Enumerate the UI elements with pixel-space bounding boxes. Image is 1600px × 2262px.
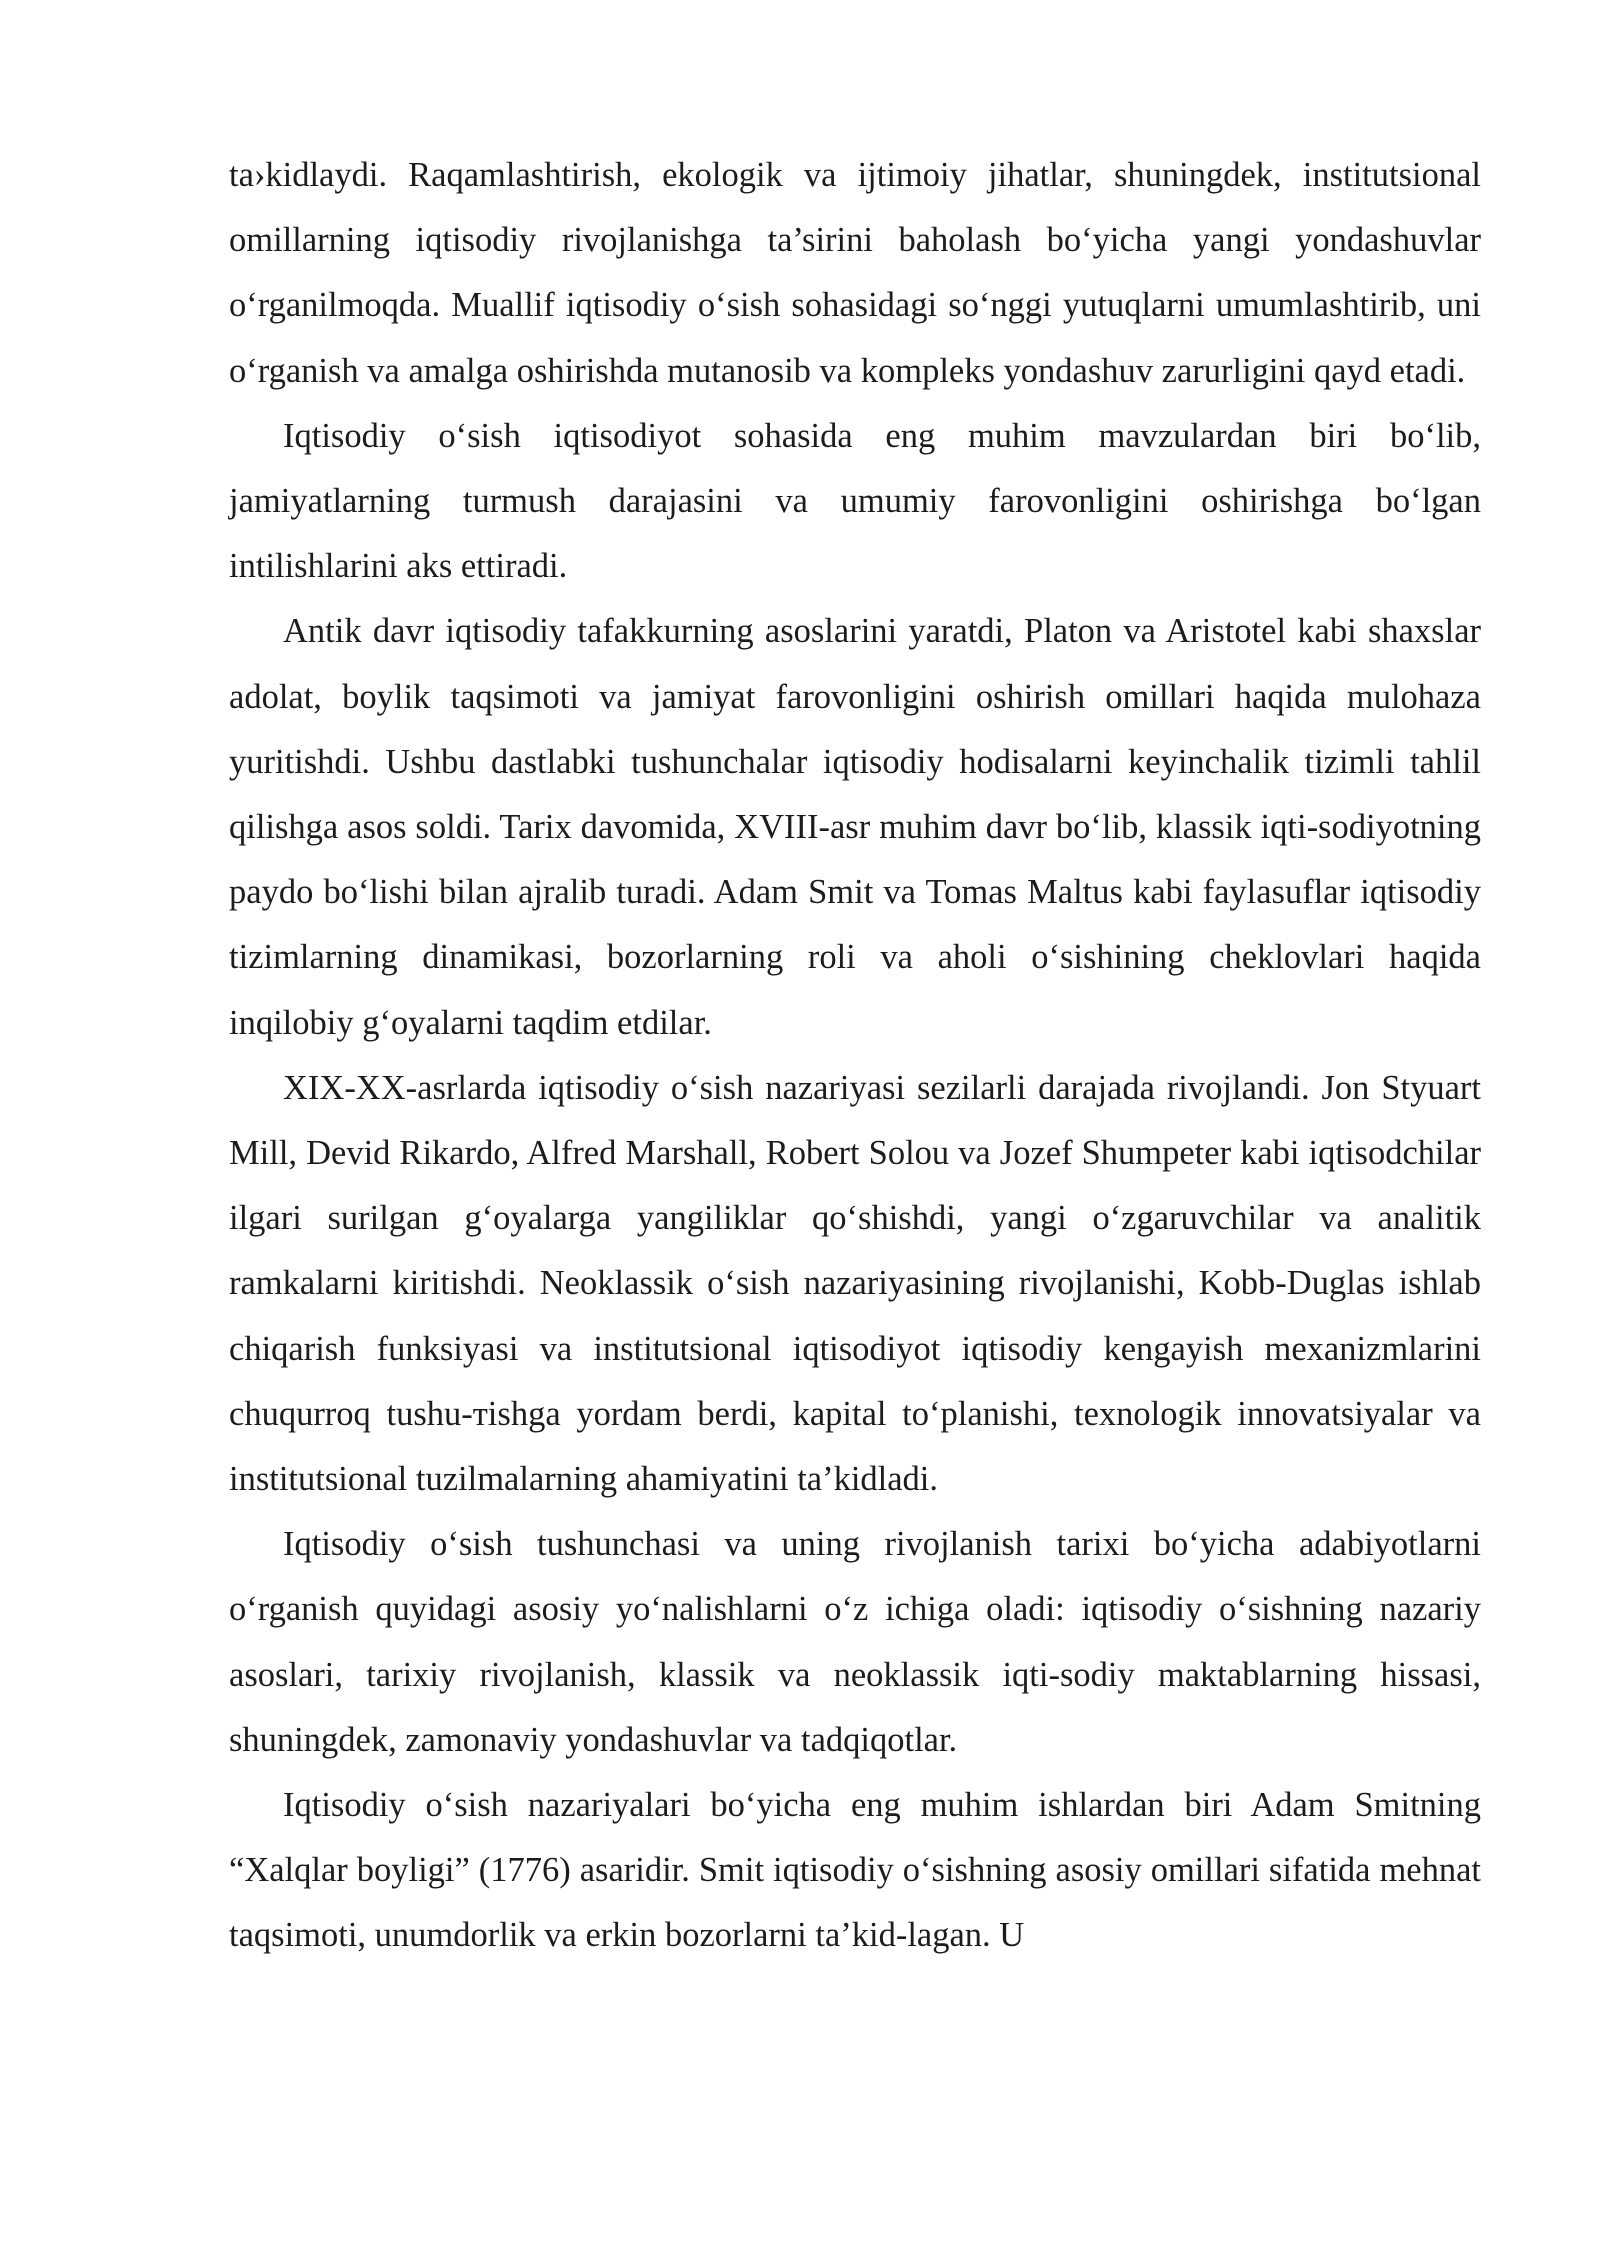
- paragraph-5: Iqtisodiy o‘sish tushunchasi va uning rivojlanish tarixi bo‘yicha adabiyotlarni o‘rganish quyidagi asosiy yo‘nalishlarni o‘z ichiga oladi: iqtisodiy o‘sishning nazariy asoslari, tarixiy rivojlanish, klassik va neoklassik iqti-sodiy maktablarning hissasi, shuningdek, zamonaviy yondashuvlar va tadqiqotlar.: [229, 1525, 1481, 1759]
- paragraph-3: Antik davr iqtisodiy tafakkurning asoslarini yaratdi, Platon va Aristotel kabi shaxslar adolat, boylik taqsimoti va jamiyat farovonligini oshirish omillari haqida mulohaza yuritishdi. Ushbu dastlabki tushunchalar iqtisodiy hodisalarni keyinchalik tizimli tahlil qilishga asos soldi. Tarix davomida, XVIII-asr muhim davr bo‘lib, klassik iqti-sodiyotning paydo bo‘lishi bilan ajralib turadi. Adam Smit va Tomas Maltus kabi faylasuflar iqtisodiy tizimlarning dinamikasi, bozorlarning roli va aholi o‘sishining cheklovlari haqida inqilobiy g‘oyalarni taqdim etdilar.: [229, 612, 1481, 1042]
- paragraph-2: Iqtisodiy o‘sish iqtisodiyot sohasida eng muhim mavzulardan biri bo‘lib, jamiyatlarning turmush darajasini va umumiy farovonligini oshirishga bo‘lgan intilishlarini aks ettiradi.: [229, 416, 1481, 586]
- paragraph-4: XIX-XX-asrlarda iqtisodiy o‘sish nazariyasi sezilarli darajada rivojlandi. Jon Styuart Mill, Devid Rikardo, Alfred Marshall, Robert Solou va Jozef Shumpeter kabi iqtisodchilar ilgari surilgan g‘oyalarga yangiliklar qo‘shishdi, yangi o‘zgaruvchilar va analitik ramkalarni kiritishdi. Neoklassik o‘sish nazariyasining rivojlanishi, Kobb-Duglas ishlab chiqarish funksiyasi va institutsional iqtisodiyot iqtisodiy kengayish mexanizmlarini chuqurroq tushu-тishga yordam berdi, kapital to‘planishi, texnologik innovatsiyalar va institutsional tuzilmalarning ahamiyatini ta’kidladi.: [229, 1068, 1481, 1499]
- paragraph-6: Iqtisodiy o‘sish nazariyalari bo‘yicha eng muhim ishlardan biri Adam Smitning “Xalqlar boyligi” (1776) asaridir. Smit iqtisodiy o‘sishning asosiy omillari sifatida mehnat taqsimoti, unumdorlik va erkin bozorlarni ta’kid-lagan. U: [229, 1786, 1481, 1955]
- paragraph-1: ta›kidlaydi. Raqamlashtirish, ekologik va ijtimoiy jihatlar, shuningdek, institutsional omillarning iqtisodiy rivojlanishga ta’sirini baholash bo‘yicha yangi yondashuvlar o‘rganilmoqda. Muallif iqtisodiy o‘sish sohasidagi so‘nggi yutuqlarni umumlashtirib, uni o‘rganish va amalga oshirishda mutanosib va kompleks yondashuv zarurligini qayd etadi.: [229, 156, 1481, 390]
- document-page: [229, 143, 1481, 1969]
